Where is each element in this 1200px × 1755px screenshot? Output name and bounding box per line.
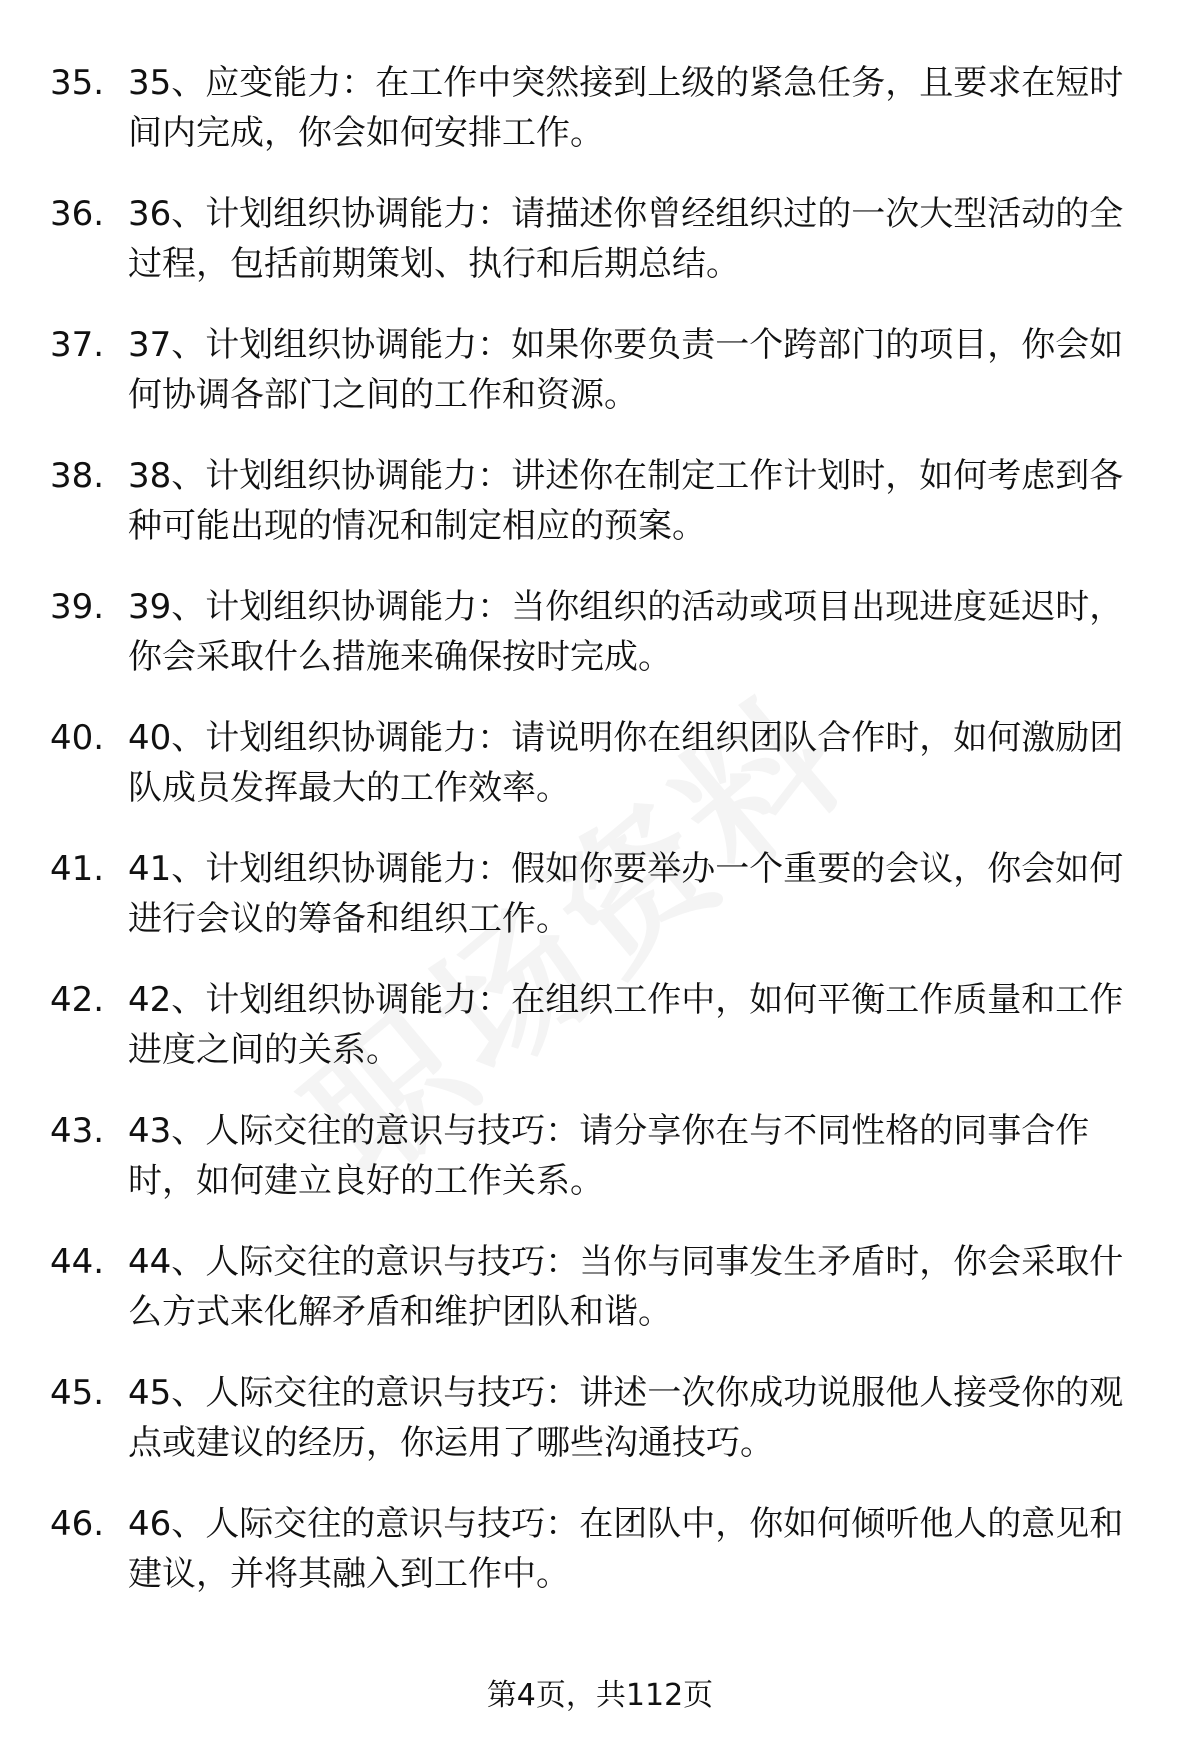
question-number: 35.: [50, 63, 105, 103]
question-number: 41.: [50, 849, 105, 889]
list-item: [50, 58, 1150, 189]
question-number: 44.: [50, 1242, 105, 1282]
list-item: [50, 713, 1150, 844]
question-number: 37.: [50, 325, 105, 365]
question-number: 46.: [50, 1504, 105, 1544]
question-text: 39、计划组织协调能力：当你组织的活动或项目出现进度延迟时，你会采取什么措施来确保按时完成。: [128, 587, 1124, 677]
question-text: 41、计划组织协调能力：假如你要举办一个重要的会议，你会如何进行会议的筹备和组织工作。: [128, 849, 1124, 939]
question-text: 44、人际交往的意识与技巧：当你与同事发生矛盾时，你会采取什么方式来化解矛盾和维护团队和谐。: [128, 1242, 1124, 1332]
list-item: [50, 844, 1150, 975]
question-text: 36、计划组织协调能力：请描述你曾经组织过的一次大型活动的全过程，包括前期策划、执行和后期总结。: [128, 194, 1124, 284]
question-text: 40、计划组织协调能力：请说明你在组织团队合作时，如何激励团队成员发挥最大的工作效率。: [128, 718, 1124, 808]
list-item: [50, 1499, 1150, 1630]
list-item: [50, 1106, 1150, 1237]
question-list: [50, 58, 1150, 1630]
question-text: 35、应变能力：在工作中突然接到上级的紧急任务，且要求在短时间内完成，你会如何安排工作。: [128, 63, 1124, 153]
list-item: [50, 189, 1150, 320]
list-item: [50, 1237, 1150, 1368]
list-item: [50, 582, 1150, 713]
question-number: 43.: [50, 1111, 105, 1151]
question-number: 38.: [50, 456, 105, 496]
question-text: 42、计划组织协调能力：在组织工作中，如何平衡工作质量和工作进度之间的关系。: [128, 980, 1124, 1070]
list-item: [50, 1368, 1150, 1499]
question-text: 45、人际交往的意识与技巧：讲述一次你成功说服他人接受你的观点或建议的经历，你运用了哪些沟通技巧。: [128, 1373, 1124, 1463]
question-number: 45.: [50, 1373, 105, 1413]
question-number: 40.: [50, 718, 105, 758]
list-item: [50, 320, 1150, 451]
question-text: 43、人际交往的意识与技巧：请分享你在与不同性格的同事合作时，如何建立良好的工作关系。: [128, 1111, 1090, 1201]
question-text: 46、人际交往的意识与技巧：在团队中，你如何倾听他人的意见和建议，并将其融入到工作中。: [128, 1504, 1124, 1594]
list-item: [50, 975, 1150, 1106]
question-text: 38、计划组织协调能力：讲述你在制定工作计划时，如何考虑到各种可能出现的情况和制定相应的预案。: [128, 456, 1124, 546]
question-text: 37、计划组织协调能力：如果你要负责一个跨部门的项目，你会如何协调各部门之间的工作和资源。: [128, 325, 1124, 415]
list-item: [50, 451, 1150, 582]
question-number: 36.: [50, 194, 105, 234]
question-number: 39.: [50, 587, 105, 627]
question-number: 42.: [50, 980, 105, 1020]
page-number: 第4页，共112页: [486, 1678, 714, 1713]
